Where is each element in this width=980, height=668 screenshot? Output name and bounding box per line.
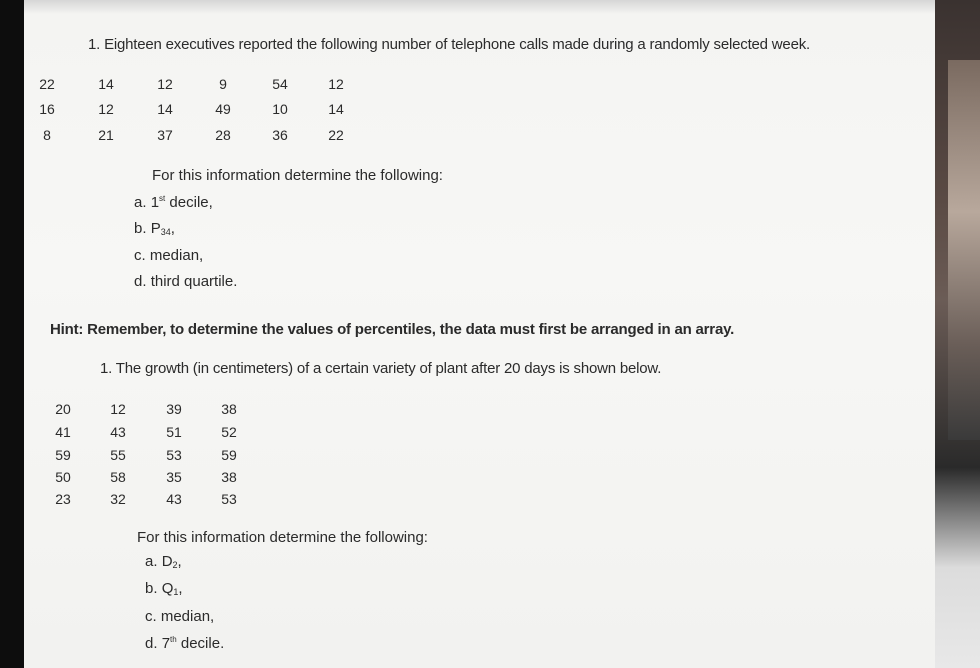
table-cell: 12 — [98, 101, 114, 117]
table-cell: 22 — [39, 76, 55, 92]
table-cell: 43 — [110, 424, 126, 440]
table-cell: 12 — [110, 401, 126, 417]
table-cell: 53 — [221, 491, 237, 507]
table-cell: 58 — [110, 469, 126, 485]
table-cell: 9 — [219, 76, 227, 92]
table-cell: 37 — [157, 127, 173, 143]
table-cell: 28 — [215, 127, 231, 143]
table-cell: 23 — [55, 491, 71, 507]
problem1-item-d: d. third quartile. — [134, 273, 238, 290]
problem1-title: 1. Eighteen executives reported the following number of telephone calls made during a randomly selected week. — [88, 36, 810, 53]
problem1-item-b: b. P34, — [134, 220, 175, 237]
table-cell: 12 — [157, 76, 173, 92]
table-cell: 53 — [166, 447, 182, 463]
table-cell: 35 — [166, 469, 182, 485]
table-cell: 14 — [98, 76, 114, 92]
problem2-item-b: b. Q1, — [145, 580, 183, 597]
table-cell: 20 — [55, 401, 71, 417]
problem2-title: 1. The growth (in centimeters) of a certain variety of plant after 20 days is shown below. — [100, 360, 662, 377]
table-cell: 38 — [221, 401, 237, 417]
paper-top-edge — [24, 0, 935, 14]
photo-background-left — [0, 0, 24, 668]
problem1-item-c: c. median, — [134, 247, 204, 264]
table-cell: 10 — [272, 101, 288, 117]
problem2-item-c: c. median, — [145, 608, 215, 625]
table-cell: 8 — [43, 127, 51, 143]
table-cell: 52 — [221, 424, 237, 440]
problem1-instruction: For this information determine the following: — [152, 167, 443, 184]
problem2-item-a: a. D2, — [145, 553, 182, 570]
problem1-item-a: a. 1st decile, — [134, 194, 213, 211]
table-cell: 55 — [110, 447, 126, 463]
hint-text: Hint: Remember, to determine the values of percentiles, the data must first be arranged in an array. — [50, 321, 735, 338]
table-cell: 59 — [55, 447, 71, 463]
problem2-instruction: For this information determine the following: — [137, 529, 428, 546]
table-cell: 32 — [110, 491, 126, 507]
table-cell: 59 — [221, 447, 237, 463]
table-cell: 50 — [55, 469, 71, 485]
table-cell: 38 — [221, 469, 237, 485]
table-cell: 39 — [166, 401, 182, 417]
table-cell: 14 — [157, 101, 173, 117]
table-cell: 16 — [39, 101, 55, 117]
table-cell: 21 — [98, 127, 114, 143]
table-cell: 41 — [55, 424, 71, 440]
table-cell: 14 — [328, 101, 344, 117]
table-cell: 12 — [328, 76, 344, 92]
table-cell: 54 — [272, 76, 288, 92]
table-cell: 49 — [215, 101, 231, 117]
problem2-item-d: d. 7th decile. — [145, 635, 225, 652]
photo-background-object — [948, 60, 980, 440]
table-cell: 36 — [272, 127, 288, 143]
table-cell: 22 — [328, 127, 344, 143]
table-cell: 43 — [166, 491, 182, 507]
table-cell: 51 — [166, 424, 182, 440]
